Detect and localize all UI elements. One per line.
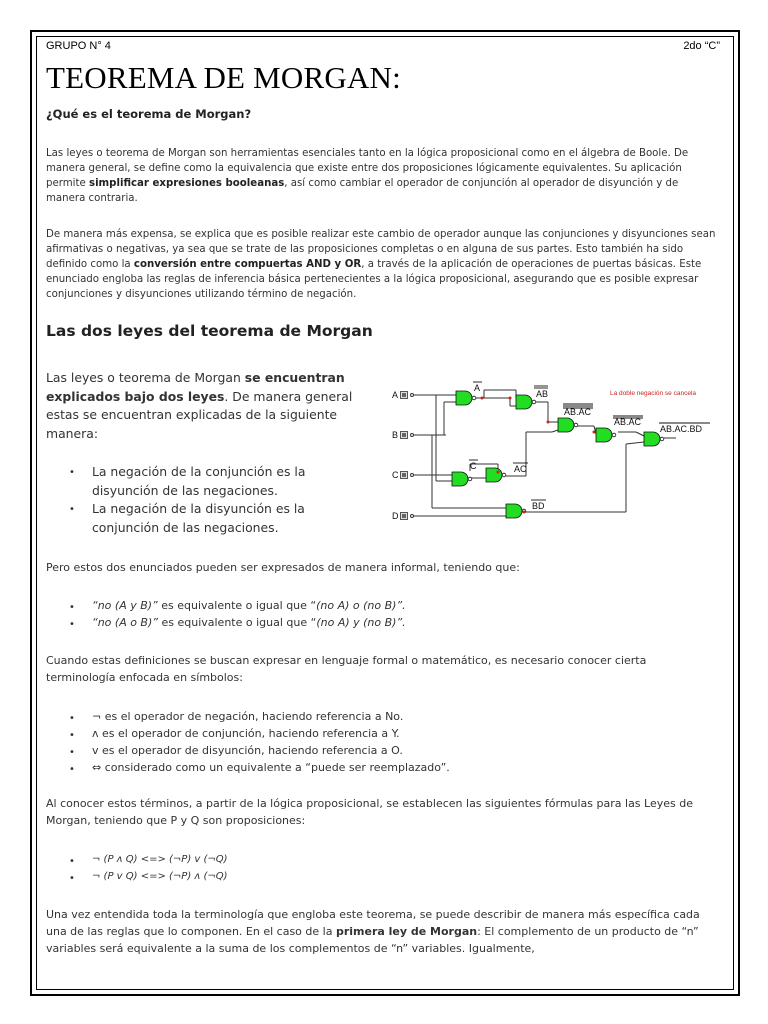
formal-item-4: ⇔ considerado como un equivalente a “puede ser reemplazado”.	[92, 761, 450, 774]
intro-paragraph-1: Las leyes o teorema de Morgan son herramientas esenciales tanto en la lógica proposicional como en el álgebra de Boole. De manera general, se define como la equivalencia que existe entre dos proposiciones lógicamente equivalentes. Su aplicación permite simplificar expresiones booleanas, así como cambiar el operador de conjunción al operador de disyunción y de manera contraria.	[46, 148, 689, 204]
intro-paragraph-2: De manera más expensa, se explica que es posible realizar este cambio de operador aunque las conjunciones y disyunciones sean afirmativas o negativas, ya sea que se trate de las proposiciones completas o en alguna de sus partes. Esto también ha sido definido como la conversión entre compuertas AND y OR, a través de la aplicación de operaciones de puertas básicas. Este enunciado engloba las reglas de inferencia básica pertenecientes a la lógica proposicional, asegurando que es posible expresar conjunciones y disyunciones utilizando término de negación.	[46, 229, 716, 300]
law-item-2: La negación de la disyunción es la conjunción de las negaciones.	[92, 501, 305, 535]
formal-item-1: ¬ es el operador de negación, haciendo referencia a No.	[92, 710, 404, 723]
input-label-d: D	[392, 511, 399, 521]
label-abac-1: AB.AC	[564, 407, 592, 417]
bullet-icon: •	[69, 856, 75, 867]
closing-paragraph: Una vez entendida toda la terminología que engloba este teorema, se puede describir de manera más específica cada una de las reglas que lo componen. En el caso de la primera ley de Morgan: El complemento de un producto de “n” variables será equivalente a la suma de los complementos de “n” variables. Igualmente,	[46, 908, 700, 955]
diagram-note: La doble negación se cancela	[610, 390, 697, 397]
and-gate	[516, 395, 532, 409]
informal-item-2: “no (A o B)” es equivalente o igual que “(no A) y (no B)”.	[92, 616, 406, 629]
gate-inverter-bubble	[472, 396, 476, 400]
input-label-b: B	[392, 430, 399, 440]
section-heading: Las dos leyes del teorema de Morgan	[46, 322, 373, 340]
gate-inverter-bubble	[502, 473, 506, 477]
input-label-a: A	[392, 390, 399, 400]
and-gate	[558, 418, 574, 432]
gate-inverter-bubble	[612, 433, 616, 437]
gate-inverter-bubble	[574, 423, 578, 427]
formula-1: ¬ (P ʌ Q) <=> (¬P) ᴠ (¬Q)	[92, 854, 228, 865]
formal-intro: Cuando estas definiciones se buscan expresar en lenguaje formal o matemático, es necesario conocer cierta terminología enfocada en símbolos:	[46, 654, 647, 684]
and-gate	[596, 428, 612, 442]
bullet-icon: •	[69, 713, 75, 724]
logic-circuit-diagram	[386, 376, 722, 532]
bullet-icon: •	[69, 504, 75, 515]
bullet-icon: •	[69, 602, 75, 613]
course-label: 2do “C”	[683, 40, 720, 52]
bullet-icon: •	[69, 619, 75, 630]
bullet-icon: •	[69, 764, 75, 775]
and-gate	[644, 432, 660, 446]
formula-2: ¬ (P ᴠ Q) <=> (¬P) ʌ (¬Q)	[92, 871, 228, 882]
page-title: TEOREMA DE MORGAN:	[46, 60, 401, 95]
label-abac-2: AB.AC	[614, 417, 642, 427]
bullet-icon: •	[69, 730, 75, 741]
question-heading: ¿Qué es el teorema de Morgan?	[46, 107, 252, 121]
label-ab-bar: AB	[536, 389, 549, 399]
informal-intro: Pero estos dos enunciados pueden ser expresados de manera informal, teniendo que:	[46, 561, 520, 574]
formal-item-2: ʌ es el operador de conjunción, haciendo referencia a Y.	[92, 727, 400, 740]
label-abacbd: AB.AC.BD	[660, 424, 703, 434]
and-gate	[456, 391, 472, 405]
label-c-bar: C	[470, 461, 477, 471]
gate-inverter-bubble	[468, 477, 472, 481]
laws-intro: Las leyes o teorema de Morgan se encuentran explicados bajo dos leyes. De manera general estas se encuentran explicadas de la siguiente manera:	[46, 370, 353, 441]
group-number: GRUPO N° 4	[46, 40, 111, 52]
bullet-icon: •	[69, 747, 75, 758]
informal-item-1: “no (A y B)” es equivalente o igual que “(no A) o (no B)”.	[92, 599, 406, 612]
law-item-1: La negación de la conjunción es la disyunción de las negaciones.	[92, 464, 306, 498]
input-label-c: C	[392, 470, 399, 480]
label-bd-bar: BD	[532, 501, 545, 511]
and-gate	[506, 504, 522, 518]
gate-inverter-bubble	[532, 400, 536, 404]
bullet-icon: •	[69, 467, 75, 478]
label-a-bar: A	[474, 383, 481, 393]
formal-item-3: ᴠ es el operador de disyunción, haciendo referencia a O.	[92, 744, 403, 757]
gate-inverter-bubble	[660, 437, 664, 441]
and-gate	[486, 468, 502, 482]
label-ac-bar: AC	[514, 464, 527, 474]
bullet-icon: •	[69, 873, 75, 884]
formulas-intro: Al conocer estos términos, a partir de la lógica proposicional, se establecen las siguientes fórmulas para las Leyes de Morgan, teniendo que P y Q son proposiciones:	[46, 797, 693, 827]
and-gate	[452, 472, 468, 486]
